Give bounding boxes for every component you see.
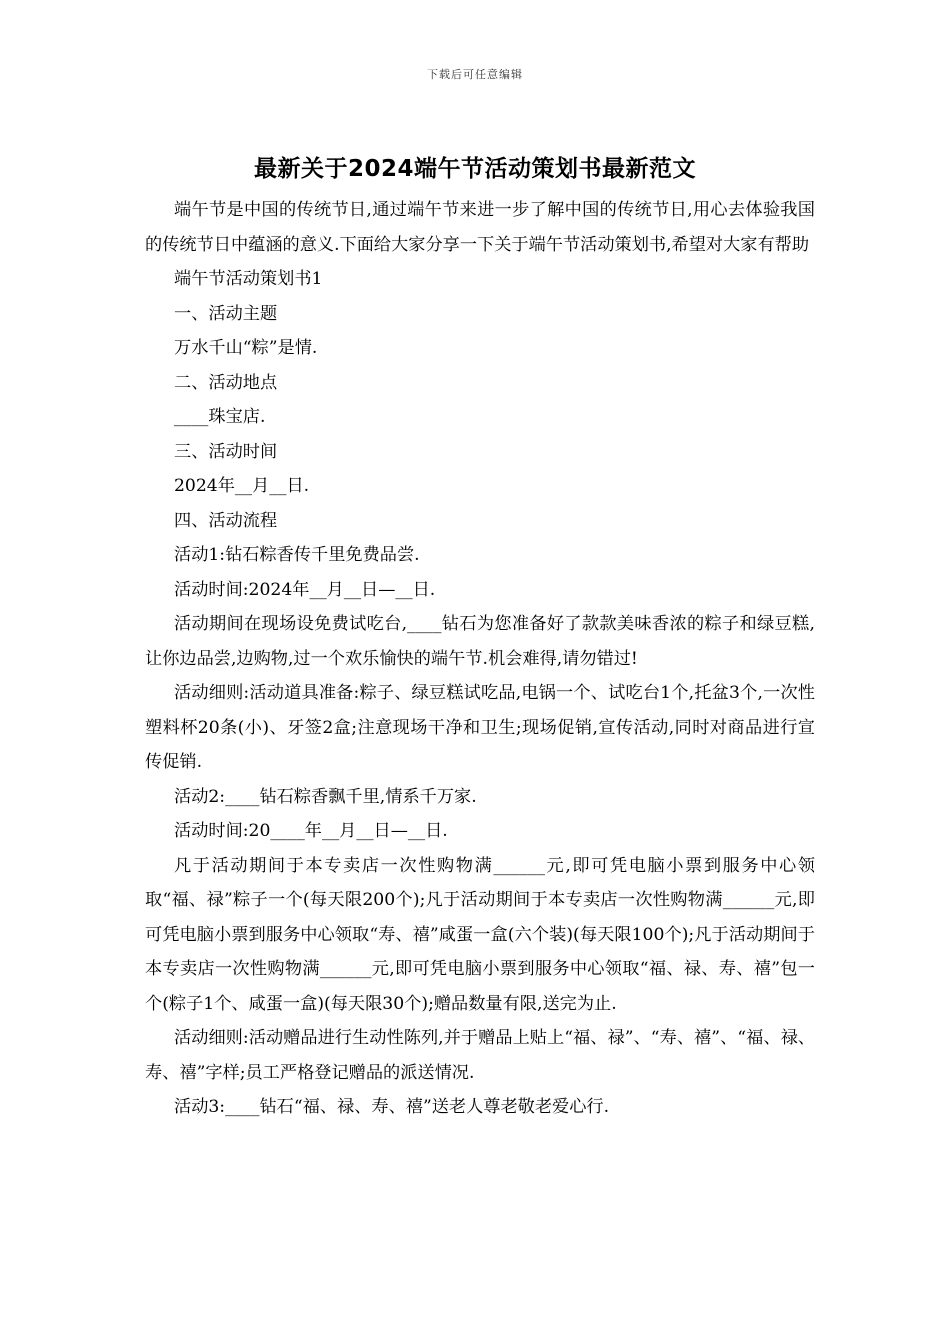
activity-2-title: 活动2:____钻石粽香飘千里,情系千万家. — [174, 786, 477, 807]
activity-2-time: 活动时间:20____年__月__日—__日. — [174, 821, 448, 841]
theme-text: 万水千山“粽”是情. — [174, 338, 318, 358]
activity-1-description: 活动期间在现场设免费试吃台,____钻石为您准备好了款款美味香浓的粽子和绿豆糕,让你边品尝,边购物,过一个欢乐愉快的端午节.机会难得,请勿错过! — [145, 614, 815, 669]
location-text: ____珠宝店. — [174, 407, 266, 427]
activity-2-description: 凡于活动期间于本专卖店一次性购物满______元,即可凭电脑小票到服务中心领取“福、禄”粽子一个(每天限200个);凡于活动期间于本专卖店一次性购物满______元,即可凭电脑小票到服务中心领取“寿、禧”咸蛋一盒(六个装)(每天限100个);凡于活动期间于本专卖店一次性购物满______元,即可凭电脑小票到服务中心领取“福、禄、寿、禧”包一个(粽子1个、咸蛋一盒)(每天限30个);赠品数量有限,送完为止. — [145, 855, 815, 1014]
time-text: 2024年__月__日. — [174, 476, 310, 496]
page-header-note: 下载后可任意编辑 — [427, 68, 523, 81]
activity-1-time: 活动时间:2024年__月__日—__日. — [174, 579, 436, 600]
activity-1-title: 活动1:钻石粽香传千里免费品尝. — [174, 545, 420, 565]
plan-heading: 端午节活动策划书1 — [174, 269, 323, 289]
section-heading-theme: 一、活动主题 — [174, 303, 278, 324]
section-heading-process: 四、活动流程 — [174, 510, 278, 531]
intro-paragraph: 端午节是中国的传统节日,通过端午节来进一步了解中国的传统节日,用心去体验我国的传统节日中蕴涵的意义.下面给大家分享一下关于端午节活动策划书,希望对大家有帮助 — [145, 200, 815, 255]
document-body — [145, 193, 815, 1125]
activity-3-title: 活动3:____钻石“福、禄、寿、禧”送老人尊老敬老爱心行. — [174, 1097, 610, 1117]
document-title: 最新关于2024端午节活动策划书最新范文 — [253, 156, 696, 182]
section-heading-location: 二、活动地点 — [174, 372, 278, 393]
activity-2-rules: 活动细则:活动赠品进行生动性陈列,并于赠品上贴上“福、禄”、“寿、禧”、“福、禄、寿、禧”字样;员工严格登记赠品的派送情况. — [145, 1028, 815, 1083]
section-heading-time: 三、活动时间 — [174, 441, 278, 462]
activity-1-rules: 活动细则:活动道具准备:粽子、绿豆糕试吃品,电锅一个、试吃台1个,托盆3个,一次性塑料杯20条(小)、牙签2盒;注意现场干净和卫生;现场促销,宣传活动,同时对商品进行宣传促销. — [145, 683, 815, 772]
